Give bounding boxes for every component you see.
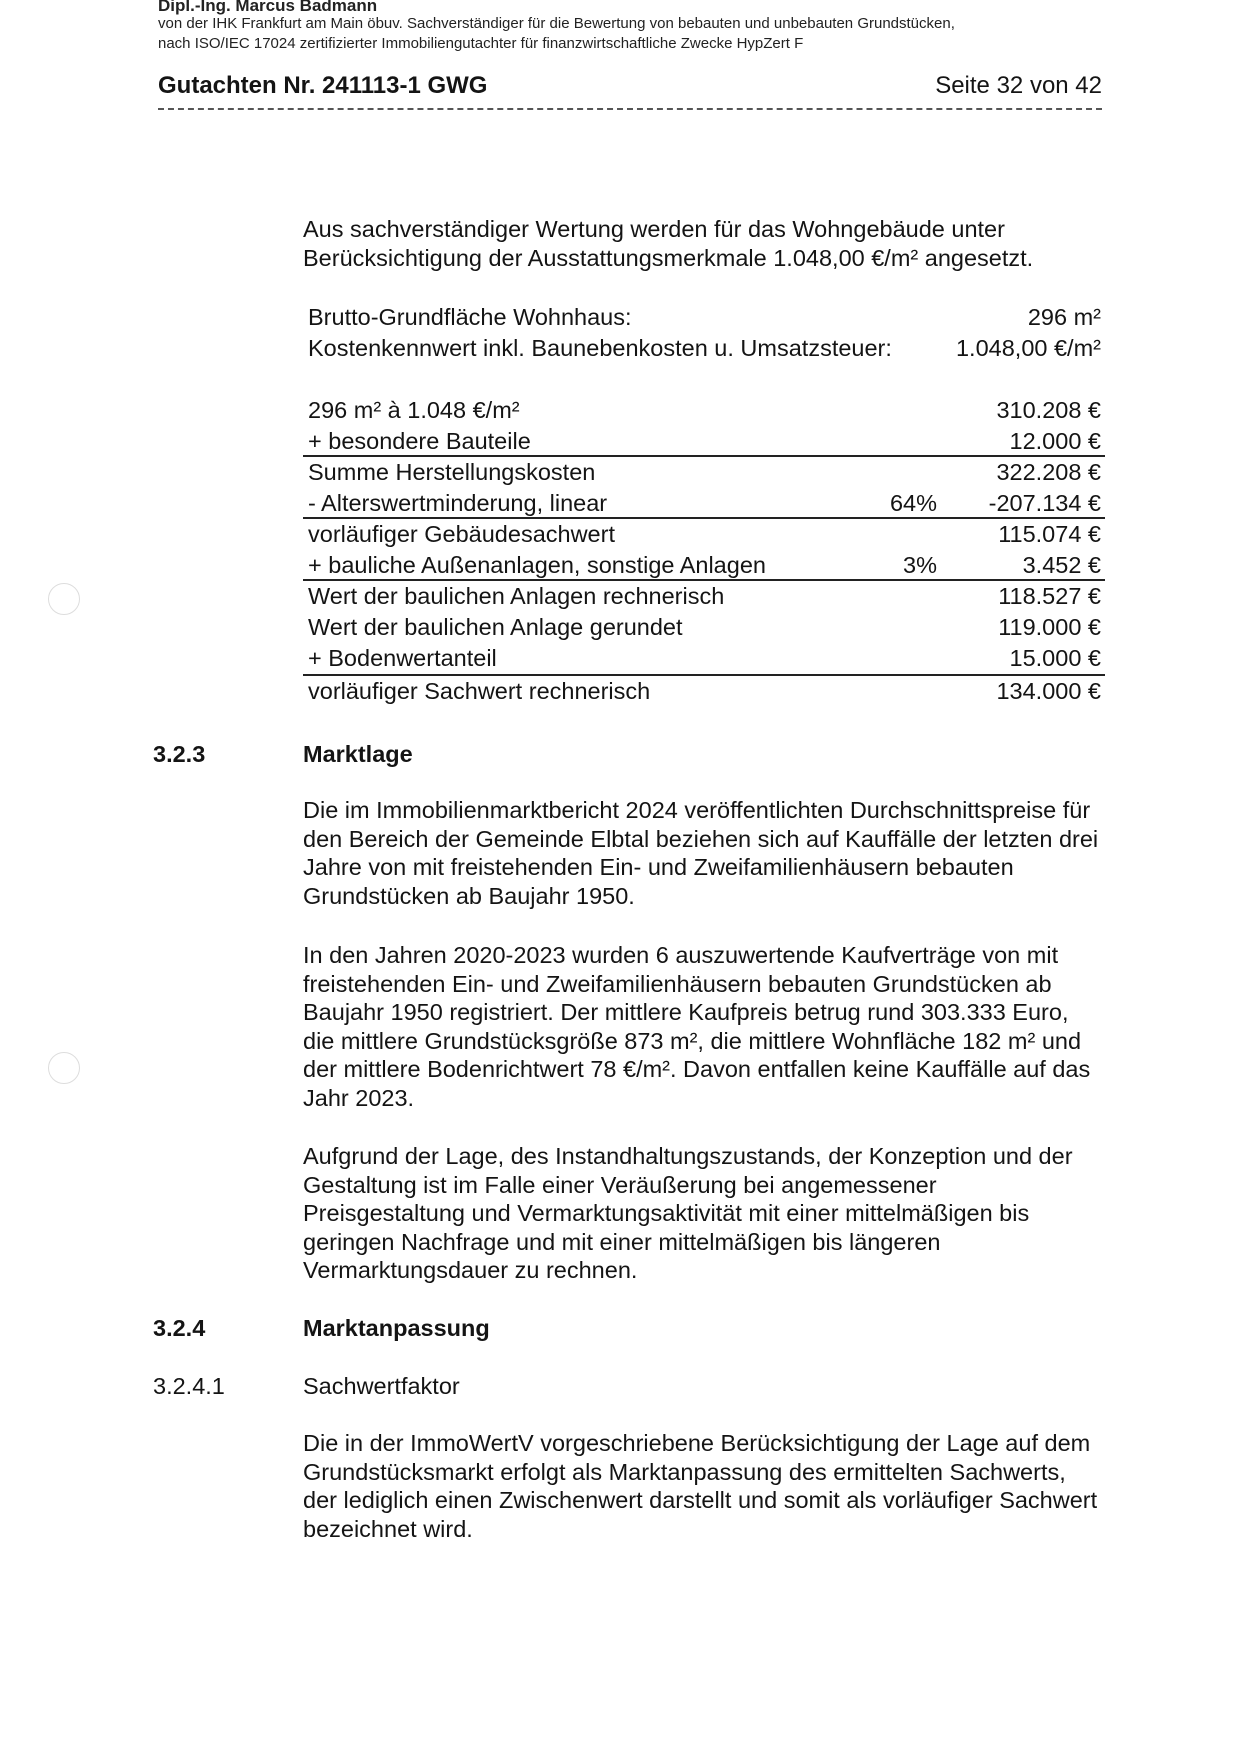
author-credentials-line-1: von der IHK Frankfurt am Main öbuv. Sachverständiger für die Bewertung von bebauten und unbebauten Grundstücken, — [158, 15, 955, 32]
author-credentials-line-2: nach ISO/IEC 17024 zertifizierter Immobiliengutachter für finanzwirtschaftliche Zwecke HypZert F — [158, 35, 804, 52]
calc-label: + bauliche Außenanlagen, sonstige Anlagen — [308, 552, 766, 578]
calc-row — [303, 395, 1105, 426]
calc-value: 134.000 € — [996, 678, 1101, 704]
section-number: 3.2.4 — [153, 1315, 206, 1341]
calc-percent: 3% — [903, 552, 937, 578]
calc-value: 12.000 € — [1009, 428, 1101, 454]
header-divider — [158, 108, 1102, 110]
param-label: Kostenkennwert inkl. Baunebenkosten u. Umsatzsteuer: — [308, 335, 892, 361]
calc-label: Wert der baulichen Anlagen rechnerisch — [308, 583, 725, 609]
section-title: Marktlage — [303, 741, 413, 767]
calc-value: 115.074 € — [998, 521, 1101, 547]
calc-label: Wert der baulichen Anlage gerundet — [308, 614, 683, 640]
param-value: 296 m² — [1027, 304, 1101, 330]
section-paragraph: Die im Immobilienmarktbericht 2024 veröffentlichten Durchschnittspreise für den Bereich der Gemeinde Elbtal beziehen sich auf Kauffälle der letzten drei Jahre von mit freistehenden Ein- und Zweifamilienhäusern bebauten Grundstücken ab Baujahr 1950. — [303, 797, 1099, 909]
report-number: Gutachten Nr. 241113-1 GWG — [158, 72, 488, 99]
param-value: 1.048,00 €/m² — [955, 335, 1101, 361]
calc-value: -207.134 € — [988, 490, 1101, 516]
calc-row — [303, 550, 1105, 581]
punch-hole-mark — [48, 1052, 80, 1084]
section-number: 3.2.3 — [153, 741, 206, 767]
intro-paragraph: Aus sachverständiger Wertung werden für das Wohngebäude unter Berücksichtigung der Ausstattungsmerkmale 1.048,00 €/m² angesetzt. — [303, 216, 1034, 271]
section-title: Marktanpassung — [303, 1315, 490, 1341]
calc-row — [303, 581, 1105, 612]
calc-value: 322.208 € — [996, 459, 1101, 485]
param-row — [303, 333, 1105, 364]
page-number: Seite 32 von 42 — [935, 72, 1102, 99]
calc-value: 15.000 € — [1009, 645, 1101, 671]
calc-row — [303, 488, 1105, 519]
param-label: Brutto-Grundfläche Wohnhaus: — [308, 304, 632, 330]
param-row — [303, 302, 1105, 333]
subsection-number: 3.2.4.1 — [153, 1373, 225, 1399]
calc-value: 118.527 € — [998, 583, 1101, 609]
calc-row — [303, 519, 1105, 550]
calc-label: Summe Herstellungskosten — [308, 459, 596, 485]
calc-row — [303, 612, 1105, 643]
calc-row — [303, 643, 1105, 674]
author-name: Dipl.-Ing. Marcus Badmann — [158, 0, 378, 15]
calc-label: + Bodenwertanteil — [308, 645, 497, 671]
calc-value: 3.452 € — [1022, 552, 1101, 578]
subsection-title: Sachwertfaktor — [303, 1373, 460, 1399]
section-paragraph: Die in der ImmoWertV vorgeschriebene Berücksichtigung der Lage auf dem Grundstücksmarkt erfolgt als Marktanpassung des ermittelten Sachwerts, der lediglich einen Zwischenwert darstellt und somit als vorläufiger Sachwert bezeichnet wird. — [303, 1430, 1098, 1542]
calc-percent: 64% — [889, 490, 937, 516]
calc-value: 310.208 € — [996, 397, 1101, 423]
calc-row — [303, 676, 1105, 707]
calc-row — [303, 457, 1105, 488]
section-paragraph: In den Jahren 2020-2023 wurden 6 auszuwertende Kaufverträge von mit freistehenden Ein- und Zweifamilienhäusern bebauten Grundstücken ab Baujahr 1950 registriert. Der mittlere Kaufpreis betrug rund 303.333 Euro, die mittlere Grundstücksgröße 873 m², die mittlere Wohnfläche 182 m² und der mittlere Bodenrichtwert 78 €/m². Davon entfallen keine Kauffälle auf das Jahr 2023. — [303, 942, 1091, 1111]
calc-label: - Alterswertminderung, linear — [308, 490, 608, 516]
calc-label: vorläufiger Gebäudesachwert — [308, 521, 615, 547]
calc-row — [303, 426, 1105, 457]
punch-hole-mark — [48, 583, 80, 615]
calc-value: 119.000 € — [998, 614, 1101, 640]
calc-label: vorläufiger Sachwert rechnerisch — [308, 678, 651, 704]
calc-label: + besondere Bauteile — [308, 428, 531, 454]
calc-label: 296 m² à 1.048 €/m² — [308, 397, 520, 423]
section-paragraph: Aufgrund der Lage, des Instandhaltungszustands, der Konzeption und der Gestaltung ist im Falle einer Veräußerung bei angemessener Preisgestaltung und Vermarktungsaktivität mit einer mittelmäßigen bis geringen Nachfrage und mit einer mittelmäßigen bis längeren Vermarktungsdauer zu rechnen. — [303, 1143, 1073, 1283]
